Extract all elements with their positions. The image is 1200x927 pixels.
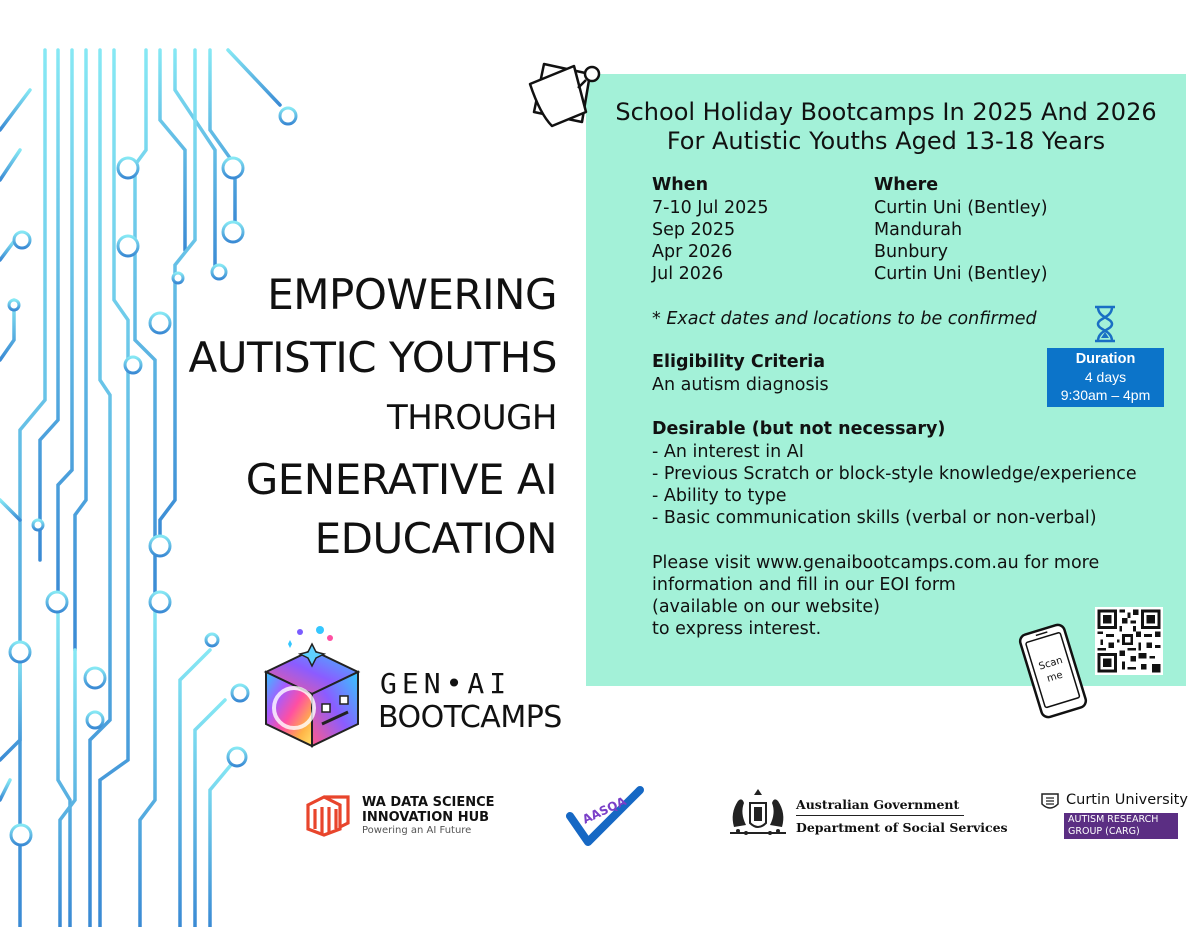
desirable-item: - Previous Scratch or block-style knowledge/experience bbox=[652, 464, 1137, 484]
curtin-name: Curtin University bbox=[1066, 792, 1188, 808]
duration-label: Duration bbox=[1075, 351, 1136, 367]
headline-line-1: EMPOWERING bbox=[267, 270, 557, 319]
genai-cube-logo bbox=[258, 624, 368, 752]
when-label: When bbox=[652, 175, 709, 195]
eligibility-text: An autism diagnosis bbox=[652, 375, 829, 395]
panel-title-line-2: For Autistic Youths Aged 13-18 Years bbox=[666, 127, 1106, 155]
session-where: Mandurah bbox=[874, 220, 963, 240]
where-label: Where bbox=[874, 175, 939, 195]
headline-line-5: EDUCATION bbox=[314, 514, 557, 563]
visit-text-line: (available on our website) bbox=[652, 597, 880, 617]
curtin-group-line-1: AUTISM RESEARCH bbox=[1068, 814, 1159, 825]
session-when: Jul 2026 bbox=[652, 264, 724, 284]
scan-me-label: Scan bbox=[1037, 655, 1065, 673]
duration-badge bbox=[1047, 348, 1164, 407]
visit-text-line: Please visit www.genaibootcamps.com.au for more bbox=[652, 553, 1100, 573]
aasqa-text: AASQA bbox=[580, 794, 629, 827]
session-where: Bunbury bbox=[874, 242, 948, 262]
desirable-item: - Basic communication skills (verbal or non-verbal) bbox=[652, 508, 1097, 528]
visit-text-line: information and fill in our EOI form bbox=[652, 575, 956, 595]
genai-logo-line-1: GEN•AI bbox=[380, 667, 512, 700]
session-when: Sep 2025 bbox=[652, 220, 736, 240]
session-where: Curtin Uni (Bentley) bbox=[874, 264, 1048, 284]
curtin-group-badge bbox=[1064, 813, 1178, 839]
genai-logo-line-2: BOOTCAMPS bbox=[378, 700, 562, 735]
duration-days: 4 days bbox=[1084, 369, 1127, 385]
desirable-item: - An interest in AI bbox=[652, 442, 804, 462]
wa-hub-name-2: INNOVATION HUB bbox=[362, 810, 490, 825]
gov-department: Department of Social Services bbox=[796, 820, 1008, 835]
scan-me-label: me bbox=[1045, 669, 1065, 685]
gov-divider bbox=[796, 815, 964, 816]
aasqa-logo bbox=[566, 786, 644, 846]
wa-hub-tagline: Powering an AI Future bbox=[362, 825, 472, 836]
curtin-crest-icon bbox=[1040, 792, 1060, 812]
visit-text-line: to express interest. bbox=[652, 619, 822, 639]
desirable-label: Desirable (but not necessary) bbox=[652, 419, 946, 439]
wa-hub-logo-icon bbox=[304, 793, 354, 837]
session-when: Apr 2026 bbox=[652, 242, 733, 262]
headline-line-2: AUTISTIC YOUTHS bbox=[188, 333, 557, 382]
session-where: Curtin Uni (Bentley) bbox=[874, 198, 1048, 218]
curtin-header bbox=[1040, 791, 1188, 813]
qr-code-icon[interactable] bbox=[1095, 607, 1163, 675]
curtin-group-line-2: GROUP (CARG) bbox=[1068, 826, 1140, 837]
eligibility-label: Eligibility Criteria bbox=[652, 352, 826, 372]
headline-line-3: THROUGH bbox=[386, 398, 557, 438]
session-when: 7-10 Jul 2025 bbox=[652, 198, 769, 218]
confirmation-note: * Exact dates and locations to be confirmed bbox=[652, 309, 1037, 329]
coat-of-arms-icon bbox=[724, 787, 792, 839]
duration-hours: 9:30am – 4pm bbox=[1060, 387, 1151, 403]
panel-title-line-1: School Holiday Bootcamps In 2025 And 2026 bbox=[615, 98, 1157, 126]
gov-name: Australian Government bbox=[796, 797, 960, 812]
phone-icon bbox=[1018, 618, 1088, 724]
hourglass-icon bbox=[1092, 304, 1118, 344]
desirable-item: - Ability to type bbox=[652, 486, 787, 506]
headline-line-4: GENERATIVE AI bbox=[245, 455, 557, 504]
wa-hub-name-1: WA DATA SCIENCE bbox=[362, 795, 495, 810]
